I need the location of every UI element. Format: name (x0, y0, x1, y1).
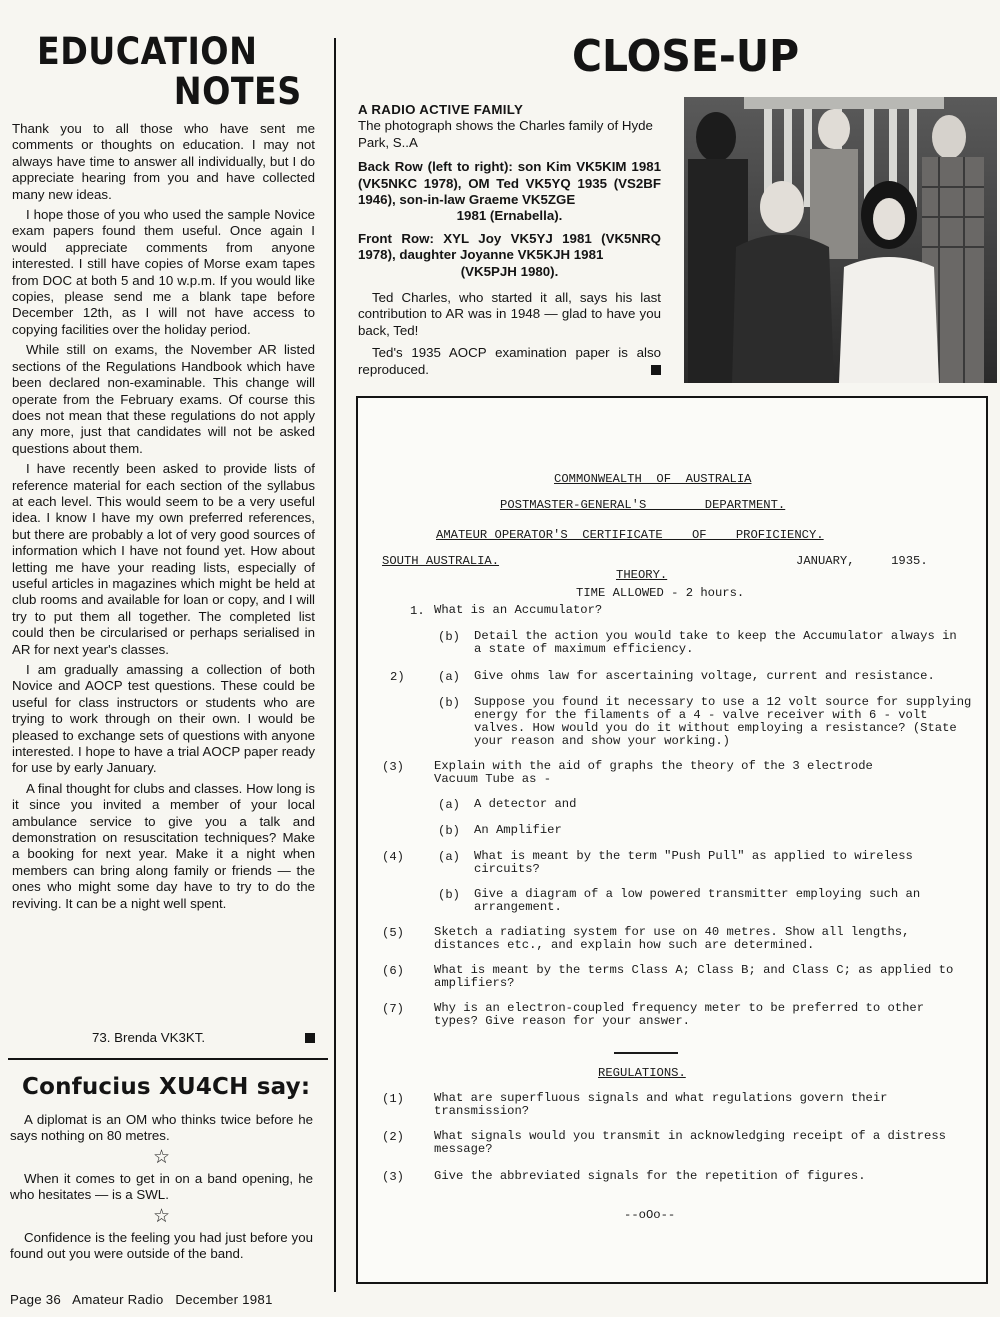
question-text: Give a diagram of a low powered transmitter employing such an arrangement. (474, 887, 921, 914)
page-footer (10, 1292, 281, 1307)
issue-date: December 1981 (175, 1292, 273, 1307)
end-mark: --oOo-- (624, 1208, 676, 1222)
regulation-number: (1) (382, 1092, 404, 1106)
edu-paragraph-2: I hope those of you who used the sample Novice exam papers found them useful. Once again I would appreciate comments from anyone interested. I still have copies of Morse exam tapes from DOC at both 5 and 10 w.p.m. If you would like copies, please send me a blank tape before December 12th, as I will not have access to copying facilities over the holiday period. (12, 207, 315, 337)
column-divider (334, 38, 336, 1292)
ted-paragraph-2: Ted's 1935 AOCP examination paper is also reproduced. (358, 345, 661, 377)
question-sub: (b) (438, 696, 460, 710)
question-number: (3) (382, 760, 404, 774)
question-text: A detector and (474, 797, 577, 811)
regulation-number: (2) (382, 1130, 404, 1144)
edu-paragraph-3: While still on exams, the November AR listed sections of the Regulations Handbook which have been declared non-examinable. This change will operate from the February exams. Of course this does not mean that these regulations do not apply any more, just that candidates will not be asked questions about them. (12, 342, 315, 456)
saying-2: When it comes to get in on a band opening, he who hesitates — is a SWL. (10, 1170, 313, 1203)
magazine-name: Amateur Radio (72, 1292, 164, 1307)
end-of-article-mark (651, 365, 661, 375)
title-line-education: EDUCATION (37, 30, 258, 73)
question-number: (7) (382, 1002, 404, 1016)
edu-paragraph-5: I am gradually amassing a collection of both Novice and AOCP test questions. These could be useful for class instructors or students who are trying to work through on their own. I would be pleased to exchange sets of questions with anyone interested. I hope to have a trial AOCP paper ready for use by early January. (12, 662, 315, 776)
question-text: What is meant by the term "Push Pull" as applied to wireless circuits? (474, 849, 913, 876)
front-row-caption-end: (VK5PJH 1980). (460, 263, 559, 279)
exam-header-certificate: AMATEUR OPERATOR'S CERTIFICATE OF PROFICIENCY. (436, 528, 824, 542)
edu-paragraph-1: Thank you to all those who have sent me comments or thoughts on education. I may not always have time to answer all individually, but I do appreciate hearing from you and have collected many new ideas. (12, 121, 315, 202)
ted-paragraph: Ted Charles, who started it all, says his last contribution to AR was in 1948 — glad to have you back, Ted! (358, 290, 661, 338)
section-theory: THEORY. (616, 568, 668, 582)
star-icon: ☆ (152, 1146, 171, 1168)
edu-paragraph-6: A final thought for clubs and classes. How long is it since you invited a member of your local ambulance service to give you a talk and demonstration on resuscitation techniques? Make a booking for next year. Make it a night when members can bring along family or friends — the ones who might some day have to try to do the reviving. It can be a night well spent. (12, 780, 315, 911)
question-sub: (b) (438, 824, 460, 838)
exam-header-commonwealth: COMMONWEALTH OF AUSTRALIA (554, 472, 752, 486)
question-text: Sketch a radiating system for use on 40 metres. Show all lengths, distances etc., and explain how such are determined. (434, 925, 910, 952)
title-line-notes: NOTES (173, 70, 302, 113)
confucius-title: Confucius XU4CH say: (22, 1074, 311, 1100)
exam-state: SOUTH AUSTRALIA. (382, 554, 500, 568)
article-intro: The photograph shows the Charles family of Hyde Park, S..A (358, 118, 653, 150)
question-text: What is an Accumulator? (434, 603, 603, 617)
family-photograph (684, 97, 997, 383)
star-icon: ☆ (152, 1205, 171, 1227)
exam-header-department: POSTMASTER-GENERAL'S DEPARTMENT. (500, 498, 786, 512)
question-number: 1. (410, 604, 425, 618)
section-divider (8, 1058, 328, 1060)
exam-date: JANUARY, 1935. (796, 554, 928, 568)
question-number: 2) (390, 670, 405, 684)
regulation-text: What signals would you transmit in acknowledging receipt of a distress message? (434, 1129, 946, 1156)
end-of-article-mark (305, 1033, 315, 1043)
edu-paragraph-4: I have recently been asked to provide lists of reference material for each section of the syllabus at each level. This would seem to be a very useful idea. I know I have my own preferred references, but there are probably a lot of very good sources of information which I have not found yet. How about letting me have your reading lists, especially of useful articles in magazines which might be held at club rooms and available for loan or copy, and I will try to put them all together. The completed list could then be circularised or perhaps serialised in AR for next year's classes. (12, 461, 315, 657)
regulation-text: Give the abbreviated signals for the repetition of figures. (434, 1169, 866, 1183)
question-sub: (b) (438, 630, 460, 644)
question-text: Why is an electron-coupled frequency meter to be preferred to other types? Give reason for your answer. (434, 1001, 925, 1028)
question-sub: (a) (438, 670, 460, 684)
confucius-sayings (10, 1112, 313, 1262)
back-row-caption: Back Row (left to right): son Kim VK5KIM 1981 (VK5NKC 1978), OM Ted VK5YQ 1935 (VS2BF 1946), son-in-law Graeme VK5ZGE (358, 159, 661, 208)
time-allowed: TIME ALLOWED - 2 hours. (576, 586, 745, 600)
exam-paper-reproduction (356, 396, 988, 1284)
education-signature-line (12, 1030, 315, 1046)
closeup-title: CLOSE-UP (572, 31, 800, 82)
back-row-caption-end: 1981 (Ernabella). (456, 208, 563, 224)
question-sub: (b) (438, 888, 460, 902)
question-text: What is meant by the terms Class A; Class B; and Class C; as applied to amplifiers? (434, 963, 954, 990)
question-text: Detail the action you would take to keep the Accumulator always in a state of maximum efficiency. (474, 629, 957, 656)
question-number: (6) (382, 964, 404, 978)
education-notes-title (10, 32, 330, 112)
page-number: Page 36 (10, 1292, 61, 1307)
regulation-text: What are superfluous signals and what regulations govern their transmission? (434, 1091, 888, 1118)
question-sub: (a) (438, 798, 460, 812)
education-notes-body (12, 121, 315, 916)
question-text: Suppose you found it necessary to use a 12 volt source for supplying energy for the filaments of a 4 - valve receiver with 6 - volt valves. How would you do it without employing a resistance? (State your reason and show your working.) (474, 695, 972, 748)
article-heading: A RADIO ACTIVE FAMILY (358, 102, 524, 117)
author-signature: 73. Brenda VK3KT. (92, 1030, 206, 1045)
section-regulations: REGULATIONS. (598, 1066, 686, 1080)
saying-3: Confidence is the feeling you had just before you found out you were outside of the band. (10, 1229, 313, 1262)
question-number: (5) (382, 926, 404, 940)
question-text: Give ohms law for ascertaining voltage, current and resistance. (474, 669, 935, 683)
regulation-number: (3) (382, 1170, 404, 1184)
question-text: An Amplifier (474, 823, 562, 837)
question-number: (4) (382, 850, 404, 864)
question-sub: (a) (438, 850, 460, 864)
saying-1: A diplomat is an OM who thinks twice before he says nothing on 80 metres. (10, 1112, 313, 1144)
question-text: Explain with the aid of graphs the theory of the 3 electrode Vacuum Tube as - (434, 759, 873, 786)
separator-rule (614, 1052, 678, 1054)
closeup-article (358, 102, 661, 384)
front-row-caption: Front Row: XYL Joy VK5YJ 1981 (VK5NRQ 1978), daughter Joyanne VK5KJH 1981 (358, 230, 661, 263)
